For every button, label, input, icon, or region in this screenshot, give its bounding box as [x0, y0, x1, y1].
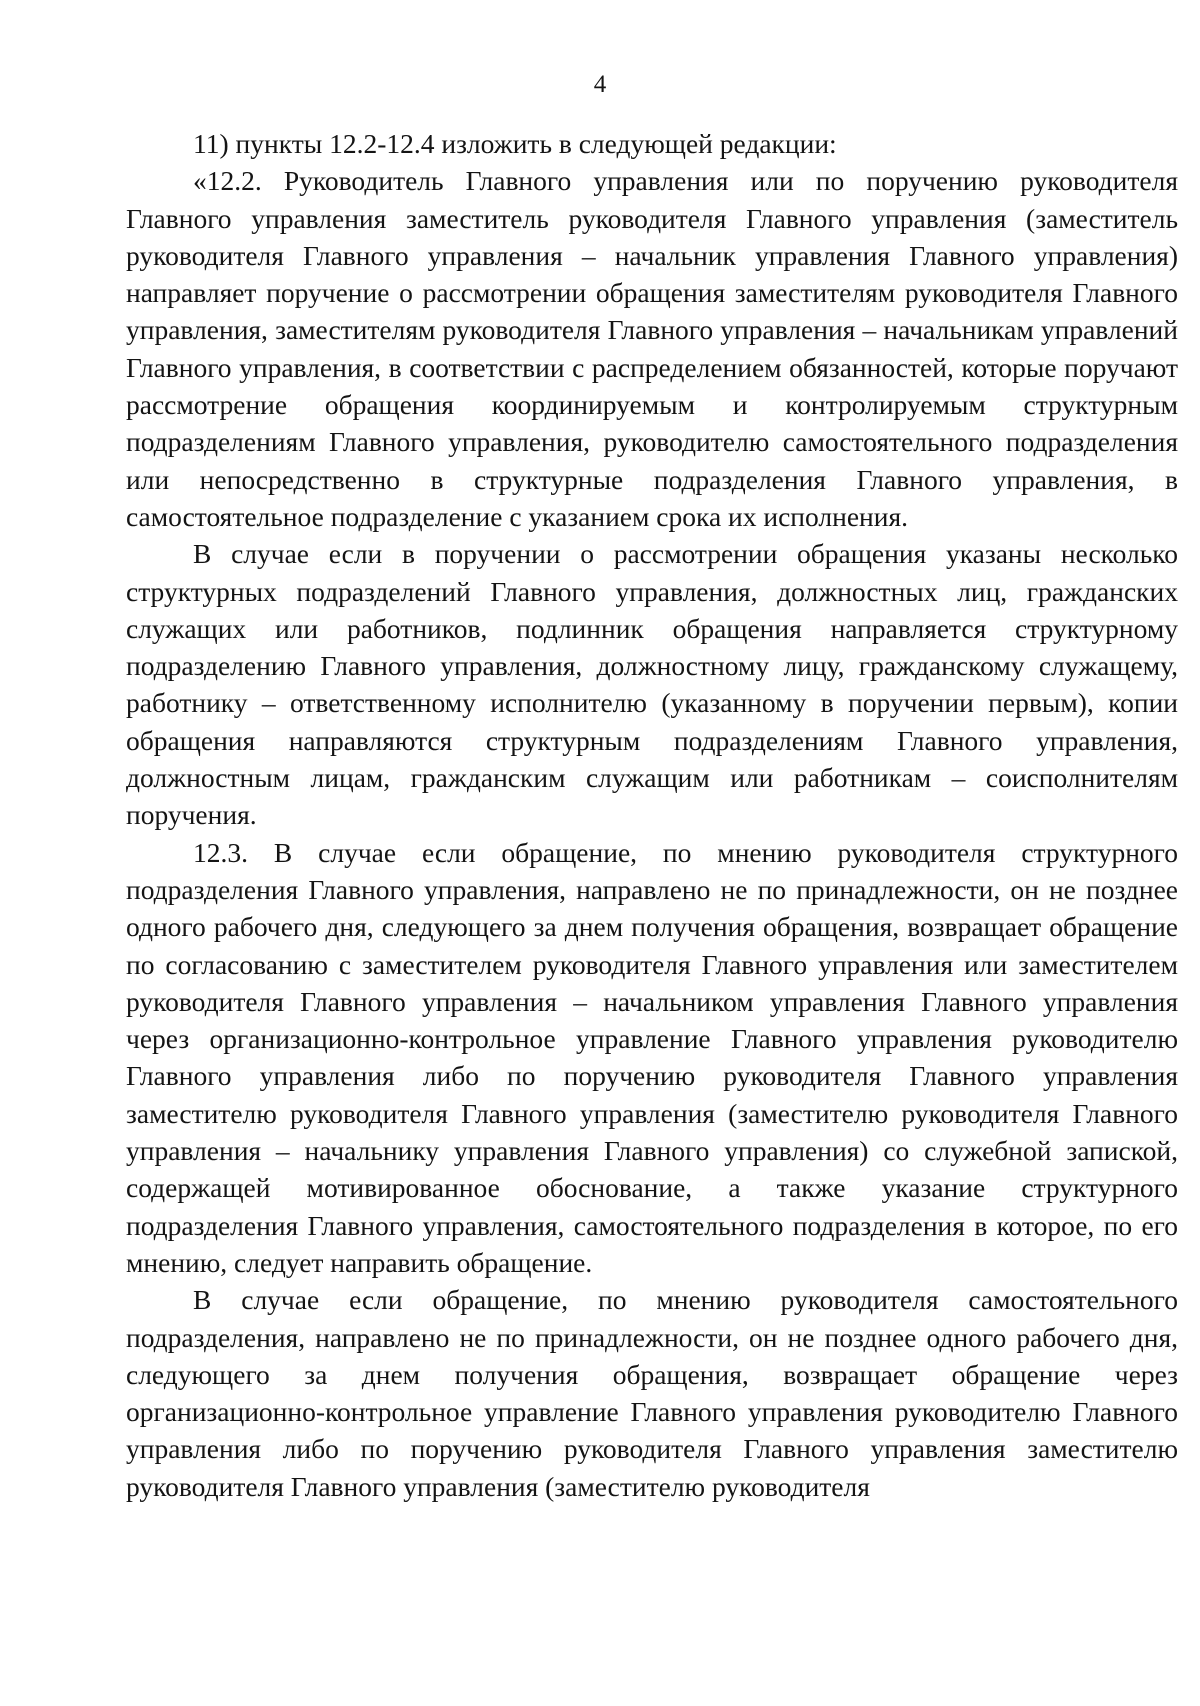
paragraph-12-3-independent-unit: В случае если обращение, по мнению руководителя самостоятельного подразделения, направлено не по принадлежности, он не позднее одного рабочего дня, следующего за днем получения обращения, возвращает обращение через организационно-контрольное управление Главного управления руководителю Главного управления либо по поручению руководителя Главного управления заместителю руководителя Главного управления (заместителю руководителя [126, 1284, 1178, 1502]
paragraph-item-11: 11) пункты 12.2-12.4 изложить в следующей редакции: [193, 128, 837, 159]
page-number: 4 [593, 71, 607, 98]
paragraph-12-3: 12.3. В случае если обращение, по мнению руководителя структурного подразделения Главного управления, направлено не по принадлежности, он не позднее одного рабочего дня, следующего за днем получения обращения, возвращает обращение по согласованию с заместителем руководителя Главного управления или заместителем руководителя Главного управления – начальником управления Главного управления через организационно-контрольное управление Главного управления руководителю Главного управления либо по поручению руководителя Главного управления заместителю руководителя Главного управления (заместителю руководителя Главного управления – начальнику управления Главного управления) со служебной запиской, содержащей мотивированное обоснование, а также указание структурного подразделения Главного управления, самостоятельного подразделения в которое, по его мнению, следует направить обращение. [126, 836, 1178, 1278]
paragraph-12-2: «12.2. Руководитель Главного управления или по поручению руководителя Главного управления заместитель руководителя Главного управления (заместитель руководителя Главного управления – начальник управления Главного управления) направляет поручение о рассмотрении обращения заместителям руководителя Главного управления, заместителям руководителя Главного управления – начальникам управлений Главного управления, в соответствии с распределением обязанностей, которые поручают рассмотрение обращения координируемым и контролируемым структурным подразделениям Главного управления, руководителю самостоятельного подразделения или непосредственно в структурные подразделения Главного управления, в самостоятельное подразделение с указанием срока их исполнения. [126, 165, 1178, 532]
paragraph-12-2-multiple-units: В случае если в поручении о рассмотрении обращения указаны несколько структурных подразделений Главного управления, должностных лиц, гражданских служащих или работников, подлинник обращения направляется структурному подразделению Главного управления, должностному лицу, гражданскому служащему, работнику – ответственному исполнителю (указанному в поручении первым), копии обращения направляются структурным подразделениям Главного управления, должностным лицам, гражданским служащим или работникам – соисполнителям поручения. [126, 538, 1178, 831]
document-body [126, 125, 1178, 1505]
